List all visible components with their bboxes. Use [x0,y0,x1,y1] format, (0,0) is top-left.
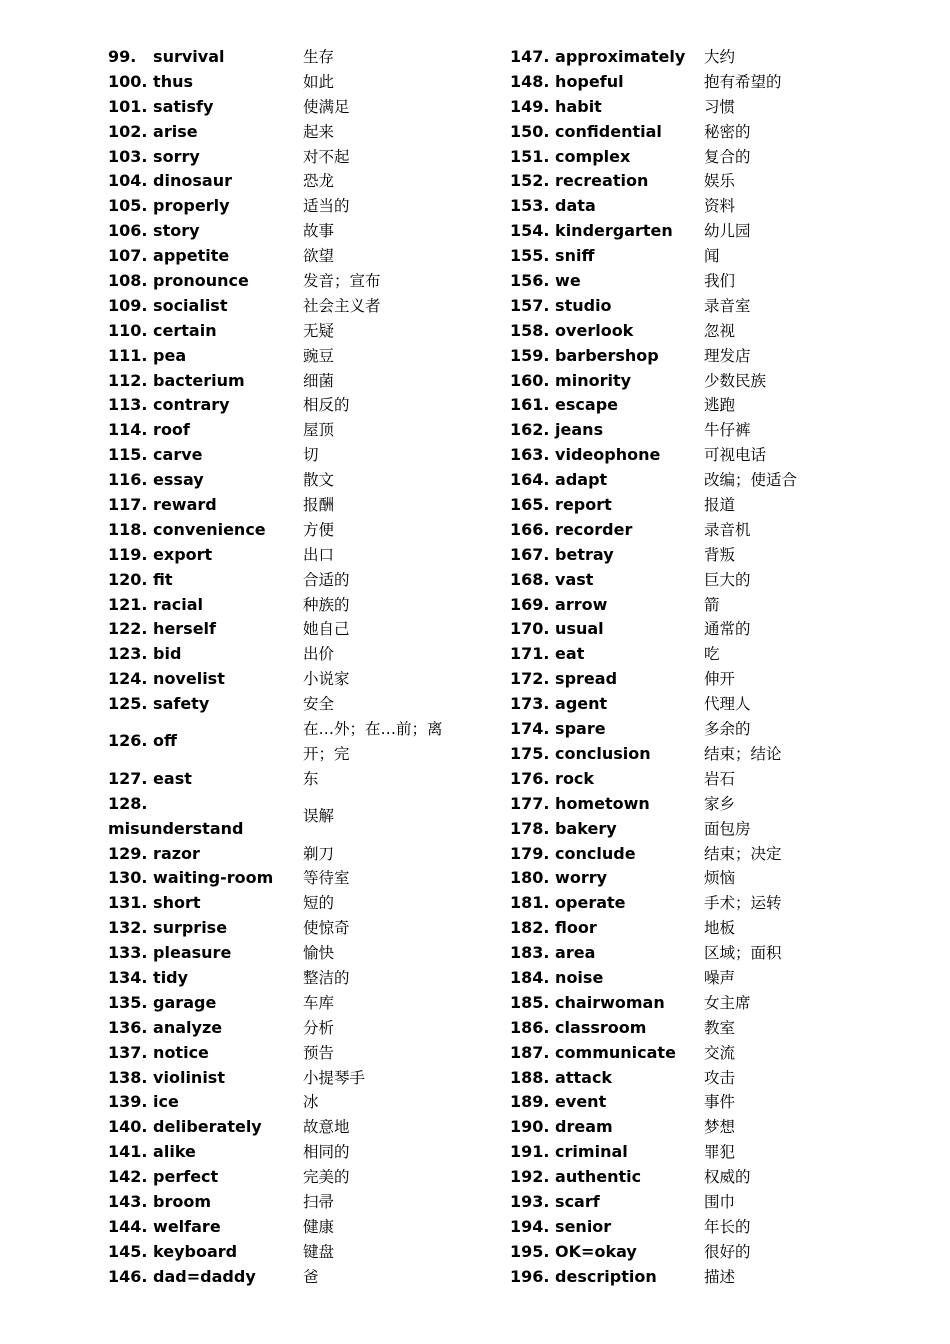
english-word: 167. betray [510,544,614,564]
chinese-meaning: 安全 [303,695,335,714]
english-word: 157. studio [510,295,612,315]
chinese-meaning: 代理人 [704,695,751,714]
english-word: 135. garage [108,992,217,1012]
english-word: 169. arrow [510,594,608,614]
chinese-meaning: 大约 [704,48,736,66]
chinese-meaning: 故事 [303,222,335,241]
vocab-entry [108,70,528,95]
vocab-entry [108,493,528,518]
chinese-meaning: 罪犯 [704,1143,736,1162]
vocab-entry [108,95,528,120]
vocab-entry [108,842,528,867]
vocab-entry [510,493,930,518]
vocab-entry [108,1190,528,1215]
vocab-entry [510,568,930,593]
chinese-meaning: 理发店 [704,346,751,365]
english-word: 181. operate [510,893,626,913]
english-word: 107. appetite [108,246,230,266]
vocab-entry [108,568,528,593]
english-word: 113. contrary [108,395,230,415]
left-vocab-column [108,45,528,1290]
vocab-entry [108,866,528,891]
english-word: 148. hopeful [510,71,624,91]
english-word: 125. safety [108,694,210,714]
vocab-entry [510,1090,930,1115]
english-word: 152. recreation [510,171,649,191]
chinese-meaning: 种族的 [303,595,350,614]
english-word: 101. satisfy [108,96,214,116]
vocab-entry [108,991,528,1016]
vocab-entry [108,717,528,767]
english-word: 190. dream [510,1117,613,1137]
vocab-entry [108,344,528,369]
chinese-meaning: 我们 [704,272,736,291]
chinese-meaning: 小提琴手 [303,1068,366,1087]
vocab-entry [108,792,528,842]
vocab-entry [510,1190,930,1215]
vocab-entry [510,717,930,742]
english-word: 179. conclude [510,843,636,863]
vocab-entry [108,767,528,792]
chinese-meaning: 方便 [303,520,335,539]
chinese-meaning: 键盘 [303,1242,335,1261]
english-word: 183. area [510,943,596,963]
chinese-meaning: 少数民族 [704,371,767,390]
chinese-meaning: 愉快 [303,944,335,963]
english-word: 142. perfect [108,1167,219,1187]
chinese-meaning: 故意地 [303,1118,350,1137]
chinese-meaning: 抱有希望的 [704,72,782,91]
chinese-meaning: 家乡 [704,794,736,813]
chinese-meaning: 健康 [303,1217,335,1236]
english-word: 145. keyboard [108,1241,238,1261]
chinese-meaning: 箭 [704,595,720,614]
chinese-meaning: 多余的 [704,720,751,739]
vocab-entry [510,817,930,842]
english-word: 180. worry [510,868,608,888]
english-word: 100. thus [108,71,193,91]
vocab-entry [510,219,930,244]
vocab-entry [510,194,930,219]
vocab-entry [108,966,528,991]
chinese-meaning: 录音室 [704,296,751,315]
english-word: 155. sniff [510,246,595,266]
english-word: 178. bakery [510,818,617,838]
vocab-entry [510,1165,930,1190]
chinese-meaning: 闻 [704,247,720,266]
english-word: 106. story [108,221,200,241]
english-word: 187. communicate [510,1042,676,1062]
chinese-meaning: 噪声 [704,968,736,987]
vocab-entry [510,468,930,493]
vocab-entry [108,692,528,717]
vocab-entry [510,169,930,194]
vocab-entry [510,617,930,642]
english-word: 110. certain [108,320,217,340]
english-word: 143. broom [108,1192,212,1211]
english-word: 123. bid [108,644,182,664]
chinese-meaning: 小说家 [303,670,350,689]
chinese-meaning: 使惊奇 [303,919,350,938]
english-word: 109. socialist [108,295,228,315]
chinese-meaning: 面包房 [704,819,751,838]
chinese-meaning: 散文 [303,471,335,490]
vocab-entry [108,1090,528,1115]
english-word: 115. carve [108,445,203,465]
english-word: 164. adapt [510,470,608,490]
vocab-entry [108,393,528,418]
chinese-meaning: 女主席 [704,993,751,1012]
chinese-meaning: 整洁的 [303,968,350,987]
english-word: 141. alike [108,1142,196,1162]
vocab-entry [108,1215,528,1240]
chinese-meaning: 牛仔裤 [704,421,751,440]
vocab-entry [510,120,930,145]
english-word: 172. spread [510,669,618,689]
chinese-meaning: 资料 [704,197,736,216]
english-word: 122. herself [108,619,216,639]
chinese-meaning: 她自己 [303,620,350,639]
chinese-meaning: 社会主义者 [303,296,381,315]
chinese-meaning: 等待室 [303,869,350,888]
english-word: 126. off [108,731,177,751]
right-vocab-column [510,45,930,1290]
chinese-meaning: 恐龙 [303,172,335,191]
chinese-meaning: 报道 [704,496,736,515]
english-word: 121. racial [108,594,203,614]
english-word: 184. noise [510,967,604,987]
chinese-meaning: 复合的 [704,147,751,166]
vocab-entry [510,1041,930,1066]
chinese-meaning: 区域；面积 [704,944,782,963]
chinese-meaning: 出价 [303,645,335,664]
chinese-meaning: 事件 [704,1093,736,1112]
english-word: 171. eat [510,644,585,664]
english-word: 117. reward [108,495,217,515]
chinese-meaning: 起来 [303,122,335,141]
chinese-meaning: 豌豆 [303,346,335,365]
english-word: 154. kindergarten [510,221,673,241]
chinese-meaning: 冰 [303,1093,319,1112]
chinese-meaning: 欲望 [303,247,335,266]
english-word: 114. roof [108,420,190,440]
english-word: 194. senior [510,1216,612,1236]
chinese-meaning: 教室 [704,1018,736,1037]
chinese-meaning: 权威的 [704,1168,751,1187]
vocab-entry [108,1165,528,1190]
vocab-entry [510,667,930,692]
chinese-meaning: 习惯 [704,97,736,116]
english-word: 196. description [510,1266,657,1286]
vocab-entry [108,194,528,219]
vocab-entry [510,692,930,717]
vocab-entry [108,443,528,468]
english-word: 191. criminal [510,1142,628,1162]
chinese-meaning: 屋顶 [303,421,335,440]
english-word: 161. escape [510,395,619,415]
english-word: 165. report [510,495,612,515]
vocab-entry [108,45,528,70]
english-word: 150. confidential [510,121,662,141]
vocab-entry [510,70,930,95]
vocab-entry [108,244,528,269]
english-word: 130. waiting-room [108,868,274,888]
chinese-meaning: 报酬 [303,496,335,515]
chinese-meaning: 改编；使适合 [704,471,798,490]
english-word: 173. agent [510,694,608,714]
english-word: 136. analyze [108,1017,223,1037]
english-word: 175. conclusion [510,743,651,763]
vocab-entry [510,1066,930,1091]
vocab-entry [108,1016,528,1041]
vocab-entry [510,593,930,618]
vocab-entry [510,891,930,916]
english-word: 105. properly [108,196,230,216]
chinese-meaning: 幼儿园 [704,222,751,241]
vocab-entry [108,543,528,568]
vocab-entry [510,1140,930,1165]
chinese-meaning: 烦恼 [704,869,736,888]
english-word: 103. sorry [108,146,200,166]
chinese-meaning: 巨大的 [704,570,751,589]
chinese-meaning: 交流 [704,1043,736,1062]
vocab-entry [510,518,930,543]
vocab-entry [510,1240,930,1265]
chinese-meaning: 生存 [303,48,335,66]
english-word: 108. pronounce [108,271,249,291]
english-word: 118. convenience [108,519,266,539]
chinese-meaning: 出口 [303,545,335,564]
english-word: 131. short [108,893,201,913]
english-word: 147. approximately [510,47,686,66]
chinese-meaning: 无疑 [303,321,335,340]
english-word: 159. barbershop [510,345,659,365]
chinese-meaning: 很好的 [704,1242,751,1261]
english-word: 170. usual [510,619,604,639]
english-word: 192. authentic [510,1167,642,1187]
chinese-meaning: 梦想 [704,1118,736,1137]
english-word: 188. attack [510,1067,613,1087]
english-word: 153. data [510,196,596,216]
chinese-meaning: 切 [303,446,319,465]
chinese-meaning: 娱乐 [704,172,736,191]
english-word: 112. bacterium [108,370,245,390]
english-word: 151. complex [510,146,631,166]
vocab-entry [510,1265,930,1290]
vocab-entry [108,145,528,170]
english-word: 128. misunderstand [108,793,244,838]
english-word: 140. deliberately [108,1117,262,1137]
vocab-entry [510,742,930,767]
vocab-entry [510,866,930,891]
vocab-entry [510,418,930,443]
english-word: 163. videophone [510,445,661,465]
english-word: 104. dinosaur [108,171,232,191]
chinese-meaning: 预告 [303,1043,335,1062]
vocab-entry [510,1115,930,1140]
vocab-entry [510,443,930,468]
vocab-entry [108,418,528,443]
chinese-meaning: 合适的 [303,570,350,589]
chinese-meaning: 岩石 [704,769,736,788]
chinese-meaning: 对不起 [303,147,350,166]
english-word: 156. we [510,271,581,291]
vocab-entry [108,169,528,194]
chinese-meaning: 使满足 [303,97,350,116]
chinese-meaning: 误解 [303,807,335,826]
vocab-entry [108,617,528,642]
chinese-meaning: 秘密的 [704,122,751,141]
chinese-meaning: 年长的 [704,1217,751,1236]
vocab-entry [510,344,930,369]
chinese-meaning: 东 [303,769,319,788]
english-word: 111. pea [108,345,187,365]
vocab-entry [108,642,528,667]
chinese-meaning: 围巾 [704,1192,736,1211]
english-word: 193. scarf [510,1191,600,1211]
english-word: 158. overlook [510,320,634,340]
english-word: 186. classroom [510,1017,647,1037]
vocab-entry [108,468,528,493]
chinese-meaning: 通常的 [704,620,751,639]
vocab-entry [108,120,528,145]
vocab-entry [510,767,930,792]
english-word: 189. event [510,1092,607,1112]
vocab-entry [510,269,930,294]
vocab-entry [108,916,528,941]
vocab-entry [510,95,930,120]
vocab-entry [510,369,930,394]
vocab-entry [108,369,528,394]
english-word: 182. floor [510,918,597,938]
chinese-meaning: 可视电话 [704,446,767,465]
vocab-entry [510,916,930,941]
english-word: 160. minority [510,370,632,390]
vocab-entry [510,145,930,170]
vocab-entry [108,941,528,966]
vocab-entry [510,45,930,70]
vocab-entry [108,593,528,618]
chinese-meaning: 攻击 [704,1068,736,1087]
vocab-entry [510,244,930,269]
chinese-meaning: 吃 [704,645,720,664]
vocab-entry [510,991,930,1016]
vocab-entry [108,219,528,244]
english-word: 146. dad=daddy [108,1266,256,1286]
chinese-meaning: 结束；决定 [704,844,782,863]
vocab-entry [108,891,528,916]
chinese-meaning: 逃跑 [704,396,736,415]
english-word: 149. habit [510,96,602,116]
vocab-entry [510,294,930,319]
chinese-meaning: 剃刀 [303,844,335,863]
vocab-entry [510,642,930,667]
english-word: 177. hometown [510,793,650,813]
vocab-entry [510,1215,930,1240]
chinese-meaning: 如此 [303,72,335,91]
vocab-entry [108,269,528,294]
chinese-meaning: 车库 [303,993,335,1012]
chinese-meaning: 发音；宣布 [303,272,381,291]
vocab-entry [510,941,930,966]
english-word: 176. rock [510,768,595,788]
vocab-entry [510,1016,930,1041]
english-word: 168. vast [510,569,594,589]
vocab-entry [108,667,528,692]
english-word: 166. recorder [510,519,633,539]
vocab-entry [108,1140,528,1165]
english-word: 120. fit [108,569,173,589]
english-word: 162. jeans [510,420,604,440]
english-word: 139. ice [108,1092,179,1112]
chinese-meaning: 手术；运转 [704,894,782,913]
vocab-entry [108,294,528,319]
chinese-meaning: 描述 [704,1267,736,1286]
vocab-entry [108,1041,528,1066]
chinese-meaning: 细菌 [303,371,335,390]
english-word: 132. surprise [108,918,228,938]
english-word: 124. novelist [108,669,225,689]
chinese-meaning: 分析 [303,1018,335,1037]
chinese-meaning: 适当的 [303,197,350,216]
chinese-meaning: 扫帚 [303,1193,335,1211]
chinese-meaning: 地板 [704,919,736,938]
english-word: 133. pleasure [108,943,232,963]
english-word: 174. spare [510,719,606,739]
english-word: 137. notice [108,1042,209,1062]
vocab-entry [108,1240,528,1265]
chinese-meaning: 爸 [303,1267,319,1286]
chinese-meaning: 录音机 [704,520,751,539]
vocab-entry [510,319,930,344]
chinese-meaning: 相同的 [303,1143,350,1162]
chinese-meaning: 在…外；在…前；离开；完 [303,720,443,763]
vocab-entry [108,319,528,344]
chinese-meaning: 短的 [303,894,335,913]
vocab-entry [510,792,930,817]
chinese-meaning: 相反的 [303,396,350,415]
chinese-meaning: 背叛 [704,545,736,564]
english-word: 138. violinist [108,1067,225,1087]
vocab-entry [510,543,930,568]
vocab-entry [510,966,930,991]
vocab-entry [108,1115,528,1140]
chinese-meaning: 忽视 [704,321,736,340]
english-word: 99. survival [108,47,225,66]
vocab-entry [108,1265,528,1290]
english-word: 116. essay [108,470,204,490]
english-word: 195. OK=okay [510,1241,637,1261]
chinese-meaning: 结束；结论 [704,744,782,763]
english-word: 185. chairwoman [510,992,665,1012]
english-word: 127. east [108,768,192,788]
chinese-meaning: 完美的 [303,1168,350,1187]
vocab-entry [108,1066,528,1091]
english-word: 134. tidy [108,967,189,987]
chinese-meaning: 伸开 [704,670,736,689]
vocab-entry [510,842,930,867]
english-word: 102. arise [108,121,198,141]
english-word: 119. export [108,544,213,564]
vocab-entry [108,518,528,543]
english-word: 144. welfare [108,1216,221,1236]
english-word: 129. razor [108,843,200,863]
vocab-entry [510,393,930,418]
